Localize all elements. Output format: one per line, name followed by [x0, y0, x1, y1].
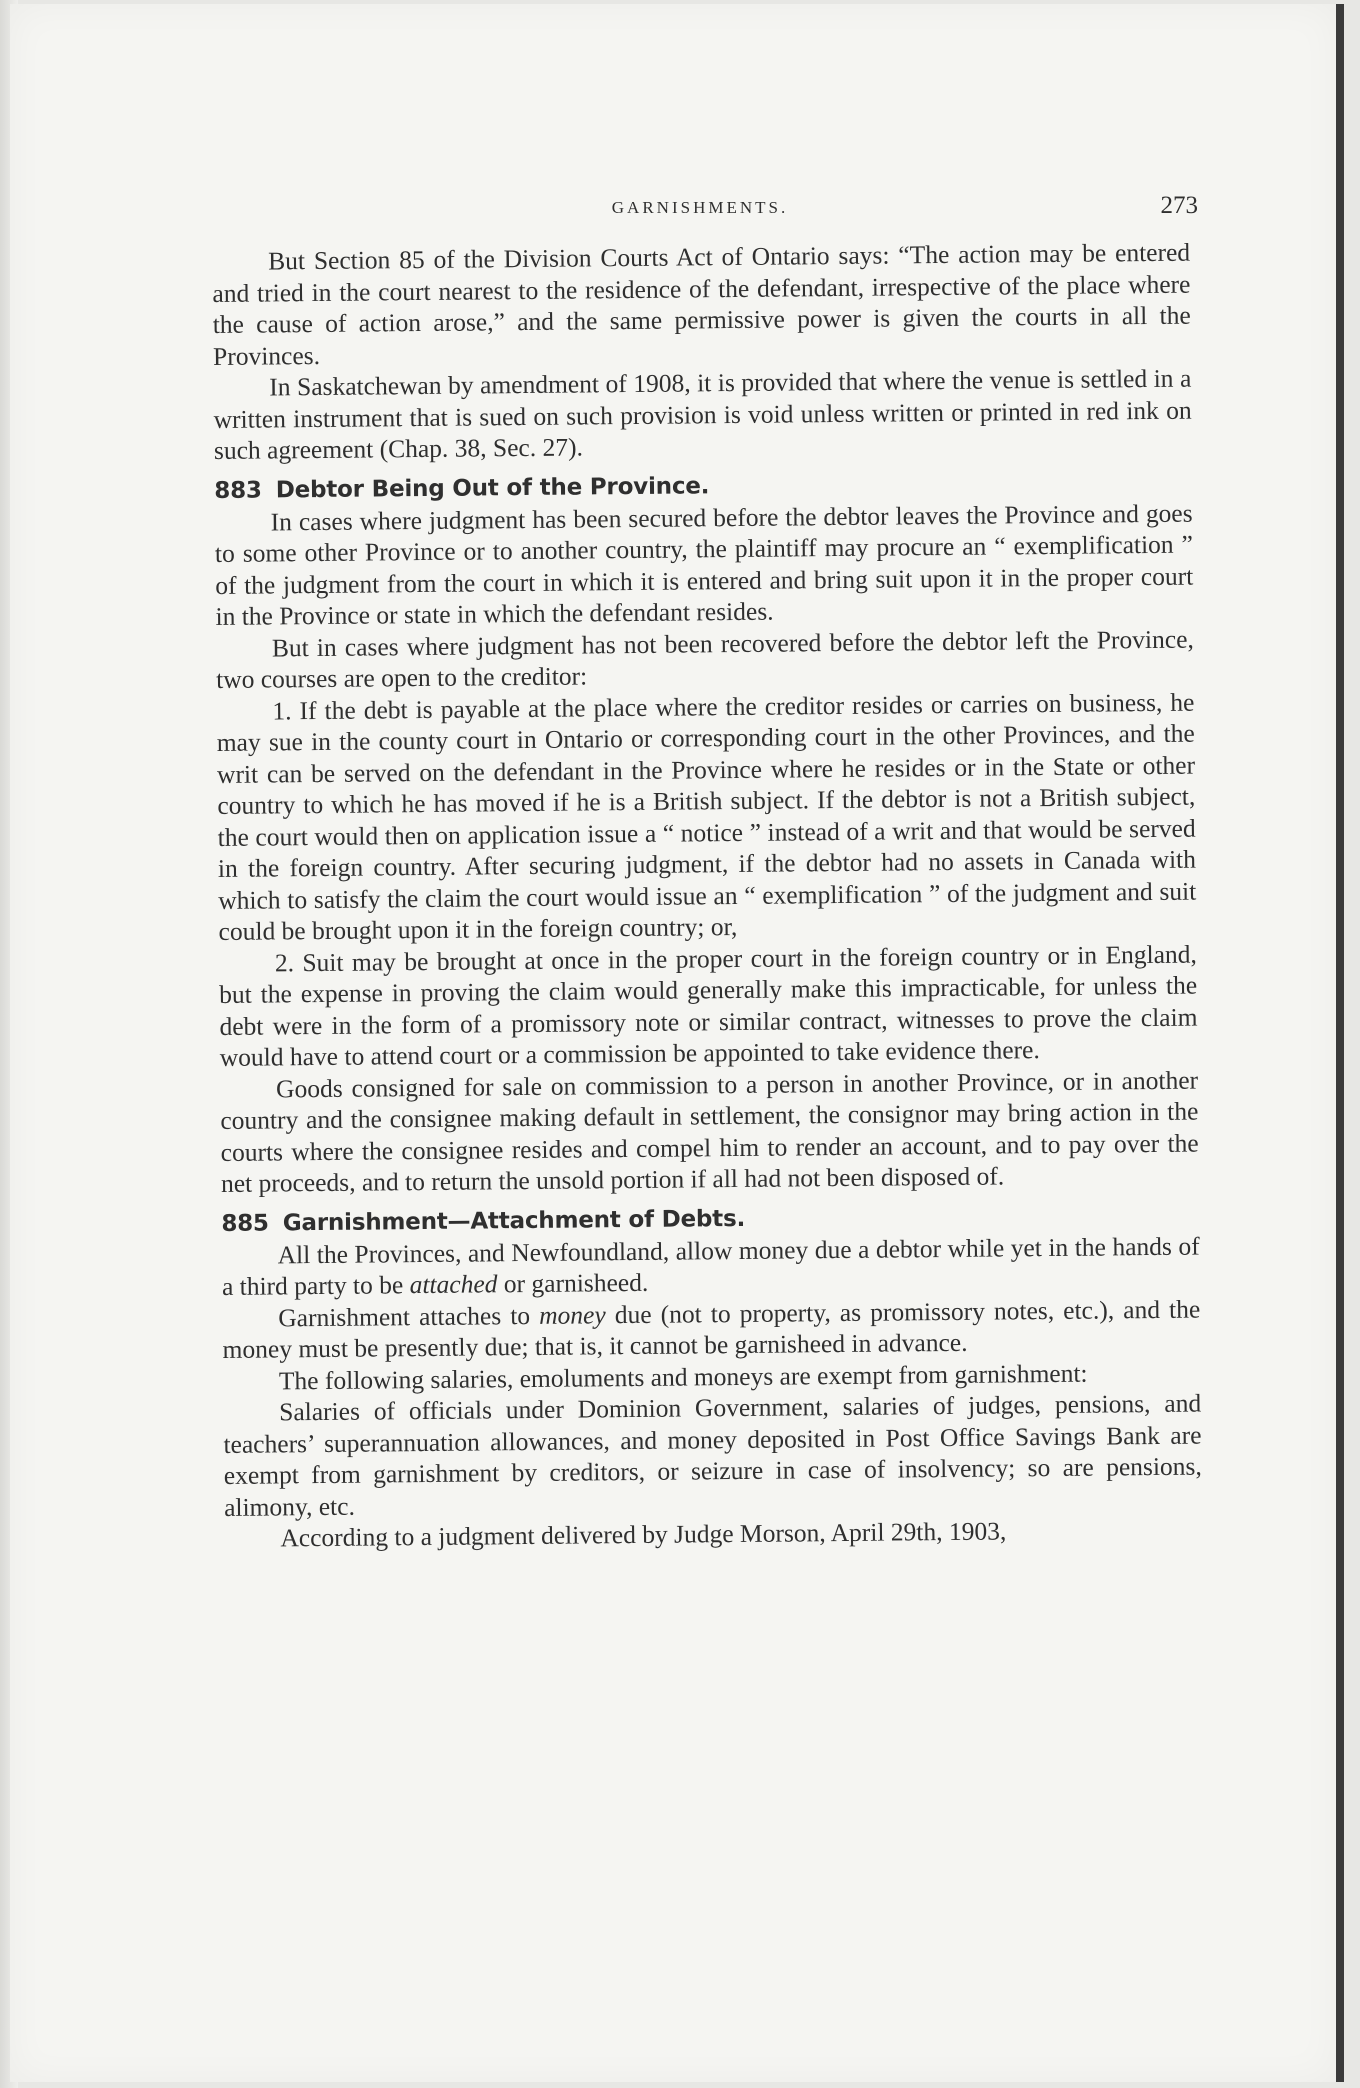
paragraph: [222, 1293, 1201, 1365]
paragraph: In Saskatchewan by amendment of 1908, it is provided that where the venue is settled in a written instrument that is sued on such provision is void unless written or printed in red ink on such agreement (Chap. 38, Sec. 27).: [213, 363, 1192, 465]
running-head-title: GARNISHMENTS.: [611, 198, 789, 217]
text-run: due (not to property, as promissory notes, etc.), and the money must be presently due; that is, it cannot be garnisheed in advance.: [222, 1294, 1201, 1364]
section-number: 883: [214, 477, 262, 504]
paragraph: Salaries of officials under Dominion Government, salaries of judges, pensions, and teachers’ superannuation allowances, and money deposited in Post Office Savings Bank are exempt from garnishment by creditors, or seizure in case of insolvency; so are pensions, alimony, etc.: [223, 1388, 1202, 1522]
body-text: [212, 237, 1203, 1555]
paragraph: But Section 85 of the Division Courts Act of Ontario says: “The action may be entered and tried in the court nearest to the residence of the defendant, irrespective of the place where the cause of action arose,” and the same permissive power is given the courts in all the Provinces.: [212, 237, 1191, 371]
italic-term: money: [538, 1299, 606, 1330]
text-run: or garnisheed.: [503, 1267, 649, 1299]
paragraph: Goods consigned for sale on commission to a person in another Province, or in another country and the consignee making default in settlement, the consignor may bring action in the courts where the consignee resides and compel him to render an account, and to pay over the net proceeds, and to return the unsold portion if all had not been disposed of.: [220, 1065, 1199, 1198]
section-title: Garnishment—Attachment of Debts.: [282, 1205, 746, 1236]
italic-term: attached: [409, 1269, 498, 1300]
paragraph: The following salaries, emoluments and moneys are exempt from garnishment:: [278, 1358, 1088, 1395]
numbered-paragraph: 1. If the debt is payable at the place where the creditor resides or carries on business, he may sue in the county court in Ontario or corresponding court in the other Provinces, and the writ can be served on the defendant in the Province where he resides or in the State or other country to which he has moved if he is a British subject. If the debtor is not a British subject, the court would then on application issue a “ notice ” instead of a writ and that would be served in the foreign country. After securing judgment, if the debtor had no assets in Canada with which to satisfy the claim the court would issue an “ exemplification ” of the judgment and suit could be brought upon it in the foreign country; or,: [216, 687, 1197, 946]
numbered-paragraph: 2. Suit may be brought at once in the proper court in the foreign country or in England, but the expense in proving the claim would generally make this impracticable, for unless the debt were in the form of a promissory note or similar contract, witnesses to prove the claim would have to attend court or a commission be appointed to take evidence there.: [219, 939, 1198, 1072]
text-run: All the Provinces, and Newfoundland, allow money due a debtor while yet in the hands of a third party to be: [221, 1231, 1200, 1301]
text-run: Garnishment attaches to: [278, 1300, 531, 1332]
section-number: 885: [221, 1210, 269, 1237]
paragraph: But in cases where judgment has not been recovered before the debtor left the Province, two courses are open to the creditor:: [216, 624, 1194, 694]
section-title: Debtor Being Out of the Province.: [275, 472, 710, 503]
paragraph: According to a judgment delivered by Judge Morson, April 29th, 1903,: [280, 1516, 1007, 1553]
page-number: 273: [1160, 192, 1198, 219]
paragraph: [222, 1230, 1201, 1302]
paragraph: In cases where judgment has been secured before the debtor leaves the Province and goes to some other Province or to another country, the plaintiff may procure an “ exemplification ” of the judgment from the court in which it is entered and bring suit upon it in the proper court in the Province or state in which the defendant resides.: [214, 498, 1194, 631]
running-header: [200, 192, 1200, 228]
